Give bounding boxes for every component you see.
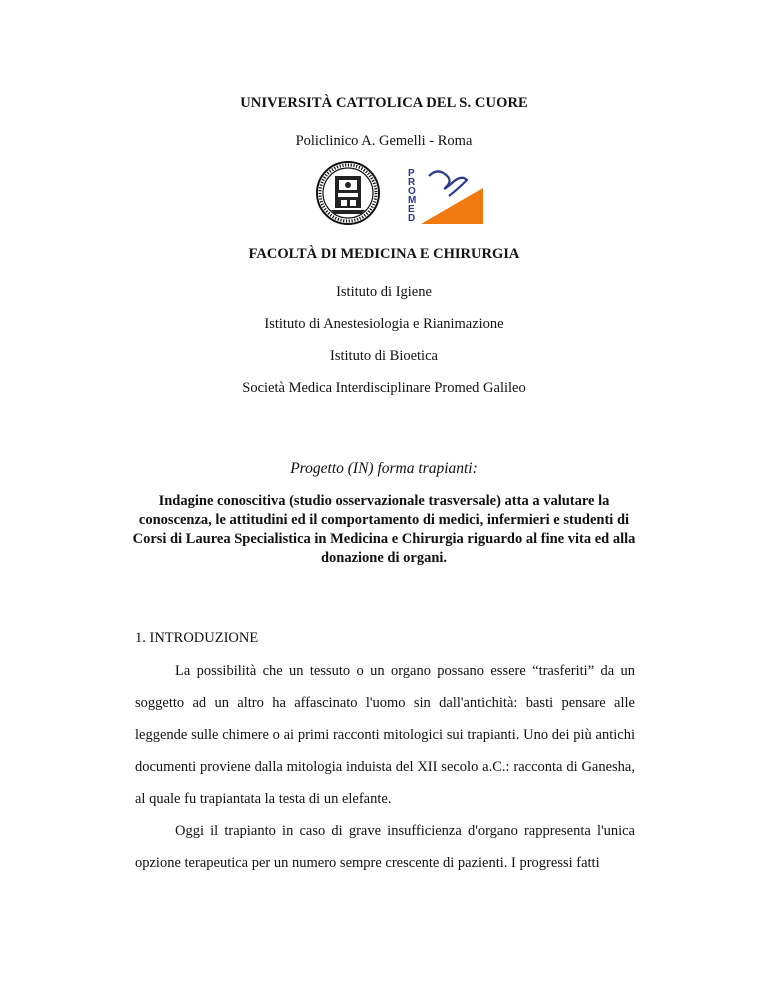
promed-letter-e: E [408, 204, 415, 215]
promed-letter-d: D [408, 213, 416, 224]
section-body [135, 655, 635, 879]
project-abstract: Indagine conoscitiva (studio osservazionale trasversale) atta a valutare la conoscenza, le attitudini ed il comportamento di medici, infermieri e studenti di Corsi di Laurea Specialistica in Medicina e Chirurgia riguardo al fine vita ed alla donazione di organi. [132, 493, 636, 566]
promed-letter-m: M [408, 195, 417, 206]
promed-letter-r: R [408, 177, 416, 188]
body-paragraph: La possibilità che un tessuto o un organo possano essere “trasferiti” da un soggetto ad un altro ha affascinato l'uomo sin dall'antichità: basti pensare alle leggende sulle chimere o ai primi racconti mitologici sui trapianti. Uno dei più antichi documenti proviene dalla mitologia induista del XII secolo a.C.: racconta di Ganesha, al quale fu trapiantata la testa di un elefante. [135, 663, 635, 807]
university-title: UNIVERSITÀ CATTOLICA DEL S. CUORE [240, 95, 528, 111]
hospital-subtitle: Policlinico A. Gemelli - Roma [295, 133, 473, 149]
section-heading: 1. INTRODUZIONE [135, 630, 259, 646]
faculty-title: FACOLTÀ DI MEDICINA E CHIRURGIA [248, 246, 520, 262]
project-title: Progetto (IN) forma trapianti: [290, 460, 478, 477]
promed-letter-o: O [408, 186, 416, 197]
logo-row [0, 160, 768, 230]
promed-letter-p: P [408, 168, 415, 179]
institute-line: Istituto di Bioetica [330, 348, 438, 364]
institute-line: Istituto di Anestesiologia e Rianimazione [264, 316, 504, 332]
university-seal-icon [315, 160, 381, 226]
institute-line: Società Medica Interdisciplinare Promed Galileo [242, 380, 526, 396]
body-paragraph: Oggi il trapianto in caso di grave insufficienza d'organo rappresenta l'unica opzione terapeutica per un numero sempre crescente di pazienti. I progressi fatti [135, 823, 635, 871]
promed-galileo-logo-icon [397, 166, 485, 224]
institute-line: Istituto di Igiene [336, 284, 432, 300]
